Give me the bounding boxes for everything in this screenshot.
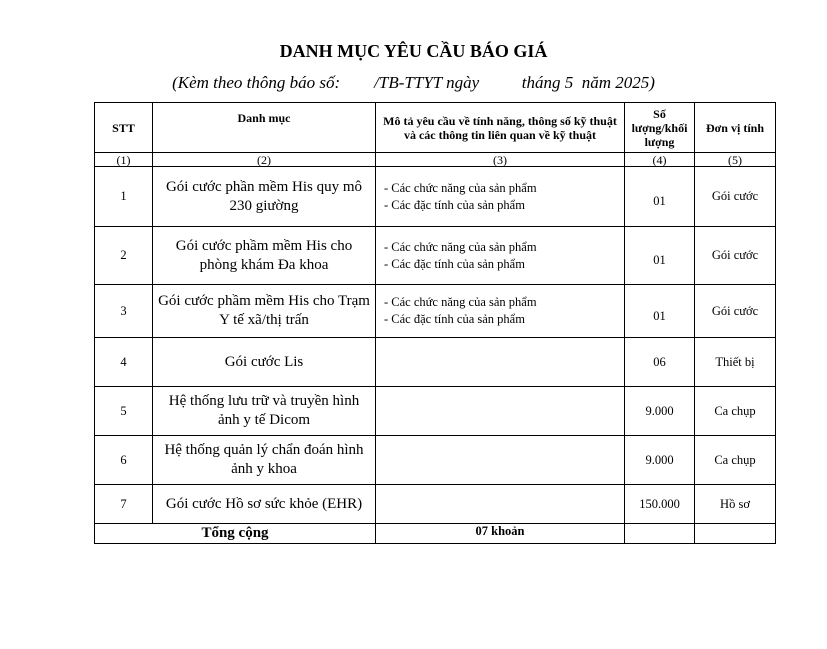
row-unit: Thiết bị [695, 338, 776, 387]
header-unit: Đơn vị tính [695, 103, 776, 153]
row-quantity: 9.000 [625, 436, 695, 485]
table-row [95, 338, 776, 387]
row-stt: 5 [95, 387, 153, 436]
row-name: Gói cước Lis [153, 338, 376, 387]
table-row [95, 485, 776, 524]
total-empty-qty [625, 524, 695, 544]
row-name: Hệ thống quản lý chẩn đoán hình ảnh y khoa [153, 436, 376, 485]
row-name: Gói cước phầm mềm His cho phòng khám Đa khoa [153, 227, 376, 285]
row-quantity: 06 [625, 338, 695, 387]
row-description [376, 485, 625, 524]
row-unit: Gói cước [695, 167, 776, 227]
description-item: - Các chức năng của sản phẩm [384, 180, 620, 197]
row-unit: Gói cước [695, 227, 776, 285]
document-title: DANH MỤC YÊU CẦU BÁO GIÁ [279, 41, 548, 61]
description-item: - Các chức năng của sản phẩm [384, 239, 620, 256]
table-row [95, 285, 776, 338]
row-quantity: 01 [625, 167, 695, 227]
header-quantity: Số lượng/khối lượng [625, 103, 695, 153]
row-description [376, 338, 625, 387]
numbering-cell: (2) [153, 153, 376, 167]
row-quantity: 01 [625, 285, 695, 338]
row-name: Hệ thống lưu trữ và truyền hình ảnh y tế Dicom [153, 387, 376, 436]
row-description [376, 285, 625, 338]
row-description [376, 387, 625, 436]
row-description [376, 227, 625, 285]
total-label: Tổng cộng [95, 524, 376, 544]
numbering-cell: (5) [695, 153, 776, 167]
quotation-table [94, 102, 776, 544]
numbering-cell: (4) [625, 153, 695, 167]
row-stt: 2 [95, 227, 153, 285]
row-unit: Ca chụp [695, 436, 776, 485]
description-item: - Các đặc tính của sản phẩm [384, 197, 620, 214]
row-stt: 4 [95, 338, 153, 387]
description-item: - Các chức năng của sản phẩm [384, 294, 620, 311]
row-unit: Hồ sơ [695, 485, 776, 524]
total-row [95, 524, 776, 544]
numbering-cell: (1) [95, 153, 153, 167]
row-quantity: 150.000 [625, 485, 695, 524]
row-description [376, 436, 625, 485]
description-item: - Các đặc tính của sản phẩm [384, 311, 620, 328]
row-unit: Gói cước [695, 285, 776, 338]
header-stt: STT [95, 103, 153, 153]
table-row [95, 227, 776, 285]
numbering-cell: (3) [376, 153, 625, 167]
total-count: 07 khoản [376, 524, 625, 544]
row-name: Gói cước phần mềm His quy mô 230 giường [153, 167, 376, 227]
total-empty-unit [695, 524, 776, 544]
header-row [95, 103, 776, 153]
row-stt: 7 [95, 485, 153, 524]
description-item: - Các đặc tính của sản phẩm [384, 256, 620, 273]
row-unit: Ca chụp [695, 387, 776, 436]
row-quantity: 9.000 [625, 387, 695, 436]
document-subtitle: (Kèm theo thông báo số: /TB-TTYT ngày tháng 5 năm 2025) [172, 73, 655, 92]
row-name: Gói cước Hồ sơ sức khỏe (EHR) [153, 485, 376, 524]
numbering-row [95, 153, 776, 167]
table-row [95, 436, 776, 485]
row-stt: 1 [95, 167, 153, 227]
row-stt: 3 [95, 285, 153, 338]
header-description: Mô tả yêu cầu về tính năng, thông số kỹ thuật và các thông tin liên quan về kỹ thuật [376, 103, 625, 153]
table-row [95, 387, 776, 436]
row-name: Gói cước phầm mềm His cho Trạm Y tế xã/thị trấn [153, 285, 376, 338]
row-stt: 6 [95, 436, 153, 485]
table-row [95, 167, 776, 227]
row-quantity: 01 [625, 227, 695, 285]
header-category: Danh mục [153, 103, 376, 153]
row-description [376, 167, 625, 227]
